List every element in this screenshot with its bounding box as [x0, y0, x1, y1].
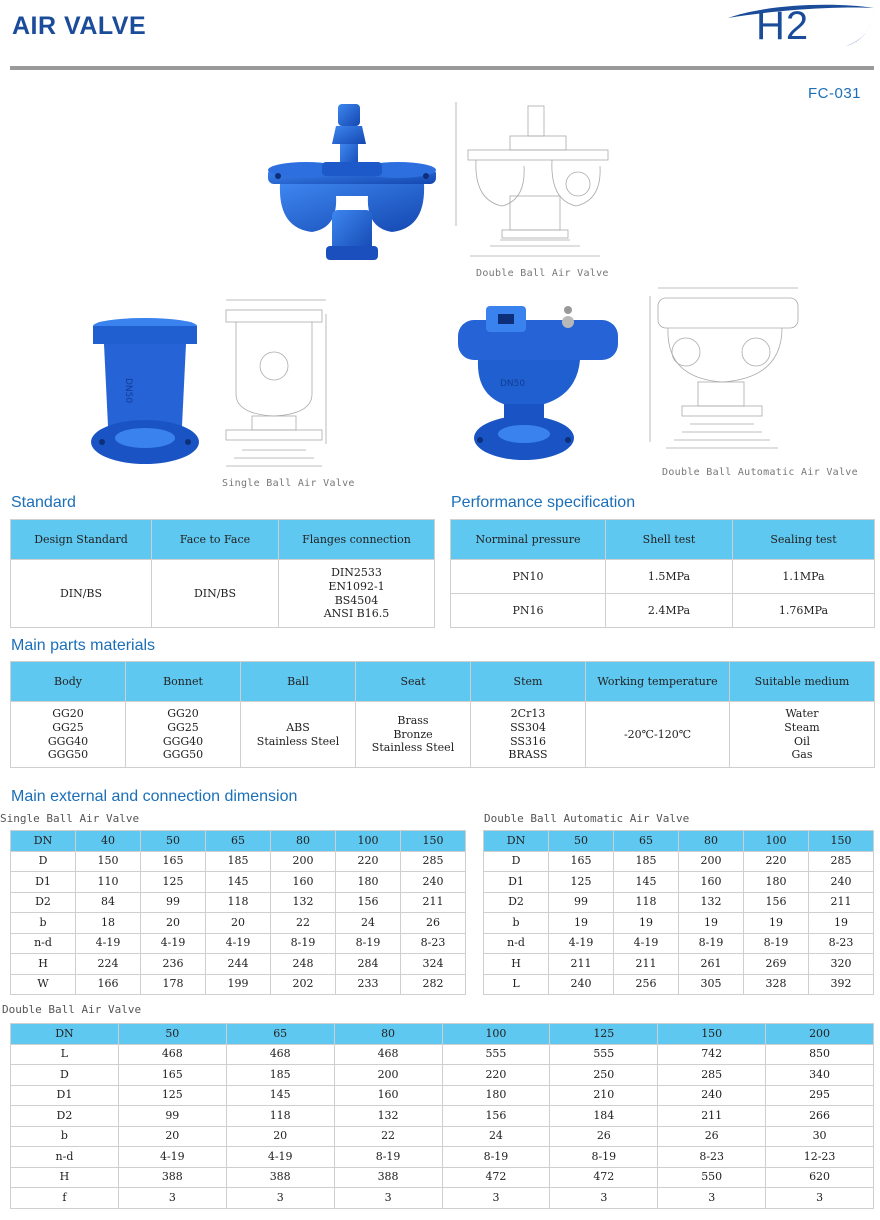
table-row	[11, 1065, 874, 1086]
dimension-cell: 240	[658, 1085, 766, 1106]
dimension-cell: 132	[679, 892, 744, 913]
dimension-cell: 20	[206, 913, 271, 934]
performance-heading: Performance specification	[451, 494, 636, 511]
dimension-cell: 392	[809, 974, 874, 995]
dimension-cell: 220	[336, 851, 401, 872]
materials-header-cell: Body	[11, 662, 126, 702]
dimension-cell: 145	[206, 872, 271, 893]
single-dimensions-title: Single Ball Air Valve	[0, 812, 140, 825]
dimension-cell: 388	[118, 1167, 226, 1188]
dimension-cell: D2	[11, 892, 76, 913]
dimension-cell: 24	[336, 913, 401, 934]
dimension-cell: 19	[549, 913, 614, 934]
dimension-cell: 4-19	[76, 933, 141, 954]
table-row	[11, 1147, 874, 1168]
dimension-cell: 20	[118, 1126, 226, 1147]
dimension-cell: 850	[766, 1044, 874, 1065]
dimension-cell: 8-19	[271, 933, 336, 954]
table-row	[11, 954, 466, 975]
materials-header-cell: Ball	[241, 662, 356, 702]
dimension-cell: 550	[658, 1167, 766, 1188]
dimension-header-cell: 80	[271, 831, 336, 852]
dimension-cell: 3	[550, 1188, 658, 1209]
dimension-cell: 3	[766, 1188, 874, 1209]
dimension-cell: 3	[226, 1188, 334, 1209]
standard-table	[10, 519, 435, 628]
performance-header-cell: Norminal pressure	[451, 520, 606, 560]
dimension-cell: 26	[550, 1126, 658, 1147]
standard-header-cell: Design Standard	[11, 520, 152, 560]
dimension-cell: 180	[744, 872, 809, 893]
dimension-cell: 132	[334, 1106, 442, 1127]
dimension-cell: 285	[401, 851, 466, 872]
dimension-cell: 8-19	[679, 933, 744, 954]
dimension-cell: 8-23	[809, 933, 874, 954]
performance-table	[450, 519, 875, 628]
dimension-cell: D1	[484, 872, 549, 893]
dimension-cell: 388	[226, 1167, 334, 1188]
dimension-cell: 184	[550, 1106, 658, 1127]
dimension-cell: 156	[744, 892, 809, 913]
dimension-cell: 3	[334, 1188, 442, 1209]
dimension-cell: 233	[336, 974, 401, 995]
dimension-cell: 211	[658, 1106, 766, 1127]
dimension-cell: 8-19	[336, 933, 401, 954]
dimension-header-cell: 125	[550, 1024, 658, 1045]
dimension-cell: H	[11, 954, 76, 975]
dimension-cell: D2	[11, 1106, 119, 1127]
dimension-cell: 468	[118, 1044, 226, 1065]
dimension-cell: 99	[141, 892, 206, 913]
header-divider	[10, 66, 874, 70]
table-row	[11, 913, 466, 934]
dimension-cell: 160	[334, 1085, 442, 1106]
svg-text:DN50: DN50	[123, 378, 133, 404]
dimension-cell: 26	[658, 1126, 766, 1147]
dimension-cell: 4-19	[549, 933, 614, 954]
table-row	[484, 933, 874, 954]
dimension-cell: 220	[744, 851, 809, 872]
svg-text:DN50: DN50	[500, 379, 526, 389]
dimension-cell: 240	[809, 872, 874, 893]
dimension-cell: 472	[442, 1167, 550, 1188]
dimension-cell: 295	[766, 1085, 874, 1106]
dimension-cell: L	[484, 974, 549, 995]
dimension-cell: 3	[658, 1188, 766, 1209]
dimension-cell: D	[11, 851, 76, 872]
dimension-cell: 4-19	[118, 1147, 226, 1168]
materials-header-cell: Bonnet	[126, 662, 241, 702]
dimension-header-cell: 50	[549, 831, 614, 852]
table-row	[11, 974, 466, 995]
dimension-cell: 200	[679, 851, 744, 872]
dimension-cell: 12-23	[766, 1147, 874, 1168]
dimension-cell: 620	[766, 1167, 874, 1188]
single-dimensions-table	[10, 830, 466, 995]
dimension-cell: 18	[76, 913, 141, 934]
dimension-cell: 160	[679, 872, 744, 893]
performance-header-cell: Shell test	[606, 520, 733, 560]
dimension-cell: b	[484, 913, 549, 934]
standard-cell: DIN/BS	[11, 560, 152, 628]
dimension-cell: 4-19	[206, 933, 271, 954]
dimension-cell: 199	[206, 974, 271, 995]
dimension-cell: 200	[271, 851, 336, 872]
standard-cell: DIN/BS	[152, 560, 279, 628]
dimension-cell: 240	[401, 872, 466, 893]
dimension-cell: 4-19	[141, 933, 206, 954]
materials-cell: ABS Stainless Steel	[241, 702, 356, 768]
dimension-cell: 468	[226, 1044, 334, 1065]
dimension-cell: 180	[336, 872, 401, 893]
dimension-header-cell: 150	[809, 831, 874, 852]
dimension-cell: 210	[550, 1085, 658, 1106]
dimension-cell: 4-19	[226, 1147, 334, 1168]
dimension-header-cell: 100	[744, 831, 809, 852]
dimension-cell: n-d	[11, 1147, 119, 1168]
dimension-cell: 185	[206, 851, 271, 872]
dimension-cell: 125	[118, 1085, 226, 1106]
dimension-header-cell: 50	[118, 1024, 226, 1045]
dimension-cell: 26	[401, 913, 466, 934]
table-row	[11, 1085, 874, 1106]
dimension-cell: f	[11, 1188, 119, 1209]
dimension-cell: H	[484, 954, 549, 975]
dimension-cell: b	[11, 1126, 119, 1147]
dimension-cell: 8-19	[744, 933, 809, 954]
dimension-cell: 202	[271, 974, 336, 995]
materials-header-cell: Working temperature	[586, 662, 730, 702]
table-row	[484, 892, 874, 913]
materials-header-cell: Suitable medium	[730, 662, 875, 702]
dimension-cell: 156	[442, 1106, 550, 1127]
dimension-header-cell: 200	[766, 1024, 874, 1045]
dimension-header-cell: 100	[442, 1024, 550, 1045]
dimension-cell: b	[11, 913, 76, 934]
dimension-cell: 8-19	[334, 1147, 442, 1168]
performance-header-cell: Sealing test	[733, 520, 875, 560]
dimension-cell: 118	[614, 892, 679, 913]
dimension-cell: 388	[334, 1167, 442, 1188]
materials-cell: GG20 GG25 GGG40 GGG50	[126, 702, 241, 768]
dimension-cell: 185	[226, 1065, 334, 1086]
dimension-cell: 165	[549, 851, 614, 872]
dimension-cell: 125	[141, 872, 206, 893]
materials-cell: GG20 GG25 GGG40 GGG50	[11, 702, 126, 768]
dimension-cell: 269	[744, 954, 809, 975]
single-ball-valve-drawing	[222, 294, 334, 472]
double-auto-valve-photo	[456, 300, 622, 464]
table-row	[11, 892, 466, 913]
materials-header-cell: Stem	[471, 662, 586, 702]
dimension-cell: 19	[679, 913, 744, 934]
dimension-cell: n-d	[484, 933, 549, 954]
materials-table	[10, 661, 875, 768]
dimension-header-cell: DN	[11, 831, 76, 852]
dimension-cell: 555	[442, 1044, 550, 1065]
dimension-cell: D2	[484, 892, 549, 913]
dimension-cell: 165	[141, 851, 206, 872]
materials-cell: Water Steam Oil Gas	[730, 702, 875, 768]
dimension-cell: 19	[809, 913, 874, 934]
dimension-cell: L	[11, 1044, 119, 1065]
table-row	[11, 1044, 874, 1065]
double-auto-dimensions-title: Double Ball Automatic Air Valve	[484, 812, 690, 825]
dimension-cell: 180	[442, 1085, 550, 1106]
dimension-cell: 118	[206, 892, 271, 913]
table-row	[484, 872, 874, 893]
dimension-cell: 8-23	[401, 933, 466, 954]
single-ball-valve-photo	[90, 316, 200, 468]
dimension-cell: 468	[334, 1044, 442, 1065]
materials-heading: Main parts materials	[11, 637, 156, 654]
dimension-cell: 256	[614, 974, 679, 995]
table-row	[11, 1188, 874, 1209]
dimension-cell: 145	[226, 1085, 334, 1106]
dimension-cell: 145	[614, 872, 679, 893]
dimension-cell: 166	[76, 974, 141, 995]
dimension-cell: 19	[614, 913, 679, 934]
double-dimensions-title: Double Ball Air Valve	[2, 1003, 142, 1016]
performance-cell: 1.76MPa	[733, 594, 875, 628]
dimension-cell: 248	[271, 954, 336, 975]
dimension-cell: 24	[442, 1126, 550, 1147]
dimension-cell: 224	[76, 954, 141, 975]
dimension-cell: 236	[141, 954, 206, 975]
dimension-cell: 285	[658, 1065, 766, 1086]
dimension-cell: 266	[766, 1106, 874, 1127]
table-row	[11, 872, 466, 893]
dimension-cell: 99	[118, 1106, 226, 1127]
dimension-cell: 156	[336, 892, 401, 913]
dimension-cell: 200	[334, 1065, 442, 1086]
dimension-cell: 742	[658, 1044, 766, 1065]
dimension-header-cell: 65	[226, 1024, 334, 1045]
dimension-cell: 3	[442, 1188, 550, 1209]
performance-cell: 2.4MPa	[606, 594, 733, 628]
table-row	[484, 913, 874, 934]
dimension-cell: 211	[549, 954, 614, 975]
dimension-header-cell: 80	[334, 1024, 442, 1045]
dimension-cell: 240	[549, 974, 614, 995]
dimension-cell: 261	[679, 954, 744, 975]
performance-cell: 1.1MPa	[733, 560, 875, 594]
dimension-cell: 20	[141, 913, 206, 934]
brand-logo	[726, 2, 876, 54]
dimension-cell: 160	[271, 872, 336, 893]
double-ball-caption: Double Ball Air Valve	[476, 268, 609, 279]
standard-header-cell: Flanges connection	[279, 520, 435, 560]
dimension-cell: D	[11, 1065, 119, 1086]
table-row	[484, 851, 874, 872]
dimension-cell: 340	[766, 1065, 874, 1086]
dimension-cell: 285	[809, 851, 874, 872]
materials-cell: Brass Bronze Stainless Steel	[356, 702, 471, 768]
dimension-cell: 132	[271, 892, 336, 913]
dimension-header-cell: 65	[614, 831, 679, 852]
table-row	[11, 1167, 874, 1188]
dimension-cell: D1	[11, 872, 76, 893]
dimension-cell: 472	[550, 1167, 658, 1188]
dimension-cell: 282	[401, 974, 466, 995]
dimension-cell: 4-19	[614, 933, 679, 954]
dimension-header-cell: 40	[76, 831, 141, 852]
dimension-header-cell: 50	[141, 831, 206, 852]
dimension-cell: 320	[809, 954, 874, 975]
performance-cell: PN16	[451, 594, 606, 628]
dimension-cell: 555	[550, 1044, 658, 1065]
dimension-header-cell: 150	[658, 1024, 766, 1045]
double-ball-valve-photo	[266, 100, 438, 268]
dimension-header-cell: DN	[11, 1024, 119, 1045]
dimension-cell: 22	[334, 1126, 442, 1147]
table-row	[484, 974, 874, 995]
dimension-cell: 185	[614, 851, 679, 872]
table-row	[484, 954, 874, 975]
dimension-header-cell: DN	[484, 831, 549, 852]
performance-cell: 1.5MPa	[606, 560, 733, 594]
dimension-cell: 30	[766, 1126, 874, 1147]
double-dimensions-table	[10, 1023, 874, 1209]
dimension-cell: 118	[226, 1106, 334, 1127]
dimension-header-cell: 150	[401, 831, 466, 852]
double-auto-caption: Double Ball Automatic Air Valve	[662, 467, 858, 478]
dimension-cell: D1	[11, 1085, 119, 1106]
materials-cell: -20℃-120℃	[586, 702, 730, 768]
dimension-cell: 22	[271, 913, 336, 934]
dimension-cell: 84	[76, 892, 141, 913]
dimension-cell: 244	[206, 954, 271, 975]
dimension-cell: 305	[679, 974, 744, 995]
dimension-cell: n-d	[11, 933, 76, 954]
dimension-header-cell: 100	[336, 831, 401, 852]
table-row	[11, 933, 466, 954]
double-ball-valve-drawing	[450, 96, 620, 264]
double-auto-valve-drawing	[642, 282, 804, 462]
dimension-cell: 211	[401, 892, 466, 913]
dimension-header-cell: 80	[679, 831, 744, 852]
dimension-cell: 328	[744, 974, 809, 995]
dimension-cell: 8-19	[442, 1147, 550, 1168]
page-title: AIR VALVE	[12, 12, 147, 40]
performance-cell: PN10	[451, 560, 606, 594]
standard-heading: Standard	[11, 494, 76, 511]
dimension-cell: 3	[118, 1188, 226, 1209]
dimension-cell: H	[11, 1167, 119, 1188]
dimension-cell: W	[11, 974, 76, 995]
dimension-cell: 8-23	[658, 1147, 766, 1168]
product-code: FC-031	[808, 85, 862, 102]
single-ball-caption: Single Ball Air Valve	[222, 478, 355, 489]
materials-header-cell: Seat	[356, 662, 471, 702]
dimensions-heading: Main external and connection dimension	[11, 788, 298, 805]
dimension-header-cell: 65	[206, 831, 271, 852]
materials-cell: 2Cr13 SS304 SS316 BRASS	[471, 702, 586, 768]
dimension-cell: 20	[226, 1126, 334, 1147]
dimension-cell: 19	[744, 913, 809, 934]
dimension-cell: 8-19	[550, 1147, 658, 1168]
table-row	[11, 851, 466, 872]
table-row	[11, 1126, 874, 1147]
dimension-cell: 99	[549, 892, 614, 913]
table-row	[11, 1106, 874, 1127]
dimension-cell: 110	[76, 872, 141, 893]
dimension-cell: 220	[442, 1065, 550, 1086]
logo-text: H2	[756, 4, 810, 48]
double-auto-dimensions-table	[483, 830, 874, 995]
standard-header-cell: Face to Face	[152, 520, 279, 560]
dimension-cell: 178	[141, 974, 206, 995]
dimension-cell: 284	[336, 954, 401, 975]
dimension-cell: 150	[76, 851, 141, 872]
dimension-cell: 165	[118, 1065, 226, 1086]
dimension-cell: 211	[614, 954, 679, 975]
dimension-cell: 324	[401, 954, 466, 975]
standard-cell: DIN2533 EN1092-1 BS4504 ANSI B16.5	[279, 560, 435, 628]
dimension-cell: 211	[809, 892, 874, 913]
dimension-cell: D	[484, 851, 549, 872]
dimension-cell: 125	[549, 872, 614, 893]
dimension-cell: 250	[550, 1065, 658, 1086]
